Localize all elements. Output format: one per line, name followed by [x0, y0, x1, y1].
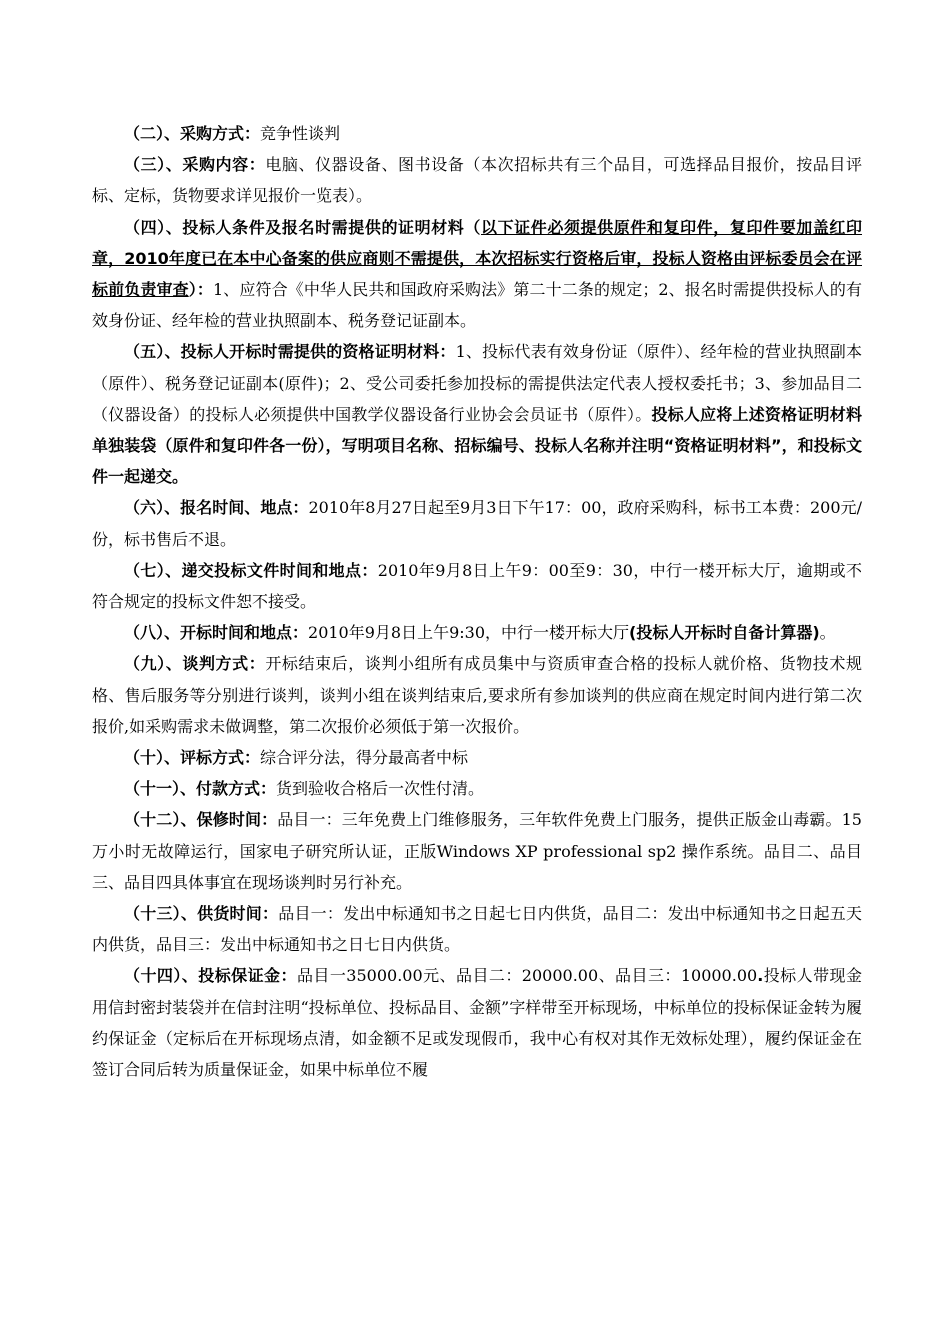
bold-text-run: （十四）、投标保证金：: [124, 966, 297, 986]
paragraph-p11: [92, 773, 862, 804]
text-run: 开标结束后，谈判小组所有成员集中与资质审查合格的投标人就价格、货物技术规格、售后服务等分别进行谈判，谈判小组在谈判结束后,要求所有参加谈判的供应商在规定时间内进行第二次报价,如采购需求未做调整，第二次报价必须低于第一次报价。: [92, 654, 862, 736]
bold-text-run: 投标人应将上述资格证明材料单独装袋（原件和复印件各一份），写明项目名称、招标编号、投标人名称并注明“资格证明材料”，和投标文件一起递交。: [92, 404, 862, 487]
paragraph-p14: [92, 960, 862, 1085]
text-run: 2010年9月8日上午9：00至9：30，中行一楼开标大厅，逾期或不符合规定的投标文件恕不接受。: [92, 560, 862, 612]
paragraph-p9: [92, 648, 862, 742]
paragraph-p3: [92, 149, 862, 211]
text-run: 品目一35000.00元、品目二：20000.00、品目三：10000.00: [296, 966, 758, 986]
paragraph-p2: [92, 118, 862, 149]
bold-text-run: 以下证件必须提供原件和复印件，复印件要加盖红印章，2010年度已在本中心备案的供应商则不需提供，本次招标实行资格后审，投标人资格由评标委员会在评标前负责审查: [92, 217, 862, 300]
bold-text-run: （十）、评标方式：: [124, 748, 261, 768]
text-run: 。: [819, 623, 836, 643]
bold-text-run: （十一）、付款方式：: [124, 779, 277, 799]
bold-text-run: ）：: [188, 280, 213, 300]
text-run: 1、投标代表有效身份证（原件）、经年检的营业执照副本（原件）、税务登记证副本(原件)；2、受公司委托参加投标的需提供法定代表人授权委托书；3、参加品目二（仪器设备）的投标人必须提供中国教学仪器设备行业协会会员证书（原件）。: [92, 342, 862, 424]
bold-text-run: （七）、递交投标文件时间和地点：: [124, 560, 378, 580]
text-run: 2010年8月27日起至9月3日下午17：00，政府采购科，标书工本费：200元/份，标书售后不退。: [92, 498, 862, 549]
paragraph-p7: [92, 555, 862, 617]
paragraph-p5: [92, 336, 862, 492]
bold-text-run: （九）、谈判方式：: [124, 654, 266, 674]
paragraph-p12: [92, 804, 862, 898]
text-run: 竞争性谈判: [260, 124, 341, 143]
bold-text-run: （五）、投标人开标时需提供的资格证明材料：: [124, 342, 456, 362]
paragraph-p6: [92, 492, 862, 554]
text-run: 2010年9月8日上午9:30，中行一楼开标大厅: [308, 623, 630, 643]
text-run: 品目一：发出中标通知书之日起七日内供货，品目二：发出中标通知书之日起五天内供货，品目三：发出中标通知书之日七日内供货。: [92, 904, 862, 955]
paragraph-p13: [92, 898, 862, 960]
bold-text-run: （八）、开标时间和地点：: [124, 623, 309, 643]
bold-text-run: .: [757, 966, 764, 986]
paragraph-p4: [92, 212, 862, 337]
text-run: 电脑、仪器设备、图书设备（本次招标共有三个品目，可选择品目报价，按品目评标、定标，货物要求详见报价一览表）。: [92, 155, 862, 206]
bold-text-run: （六）、报名时间、地点：: [124, 498, 309, 518]
bold-text-run: (投标人开标时自备计算器): [629, 623, 820, 643]
bold-text-run: （十三）、供货时间：: [124, 904, 279, 924]
text-run: 1、应符合《中华人民共和国政府采购法》第二十二条的规定；2、报名时需提供投标人的有效身份证、经年检的营业执照副本、税务登记证副本。: [92, 280, 862, 331]
paragraph-p8: [92, 617, 862, 648]
document-body: [92, 118, 862, 1085]
text-run: 综合评分法，得分最高者中标: [260, 748, 469, 768]
text-run: 货到验收合格后一次性付清。: [276, 779, 485, 799]
text-run: 投标人带现金用信封密封装袋并在信封注明“投标单位、投标品目、金额”字样带至开标现场，中标单位的投标保证金转为履约保证金（定标后在开标现场点清，如金额不足或发现假币，我中心有权对其作无效标处理），履约保证金在签订合同后转为质量保证金，如果中标单位不履: [92, 966, 862, 1080]
bold-text-run: （三）、采购内容：: [124, 155, 266, 175]
bold-text-run: （四）、投标人条件及报名时需提供的证明材料（: [124, 217, 481, 237]
bold-text-run: （十二）、保修时间：: [124, 810, 278, 830]
text-run: 品目一：三年免费上门维修服务，三年软件免费上门服务，提供正版金山毒霸。15万小时无故障运行，国家电子研究所认证，正版Windows XP professional sp2 操作系统。品目二、品目三、品目四具体事宜在现场谈判时另行补充。: [92, 810, 862, 892]
paragraph-p10: [92, 742, 862, 773]
bold-text-run: （二）、采购方式：: [124, 124, 261, 143]
